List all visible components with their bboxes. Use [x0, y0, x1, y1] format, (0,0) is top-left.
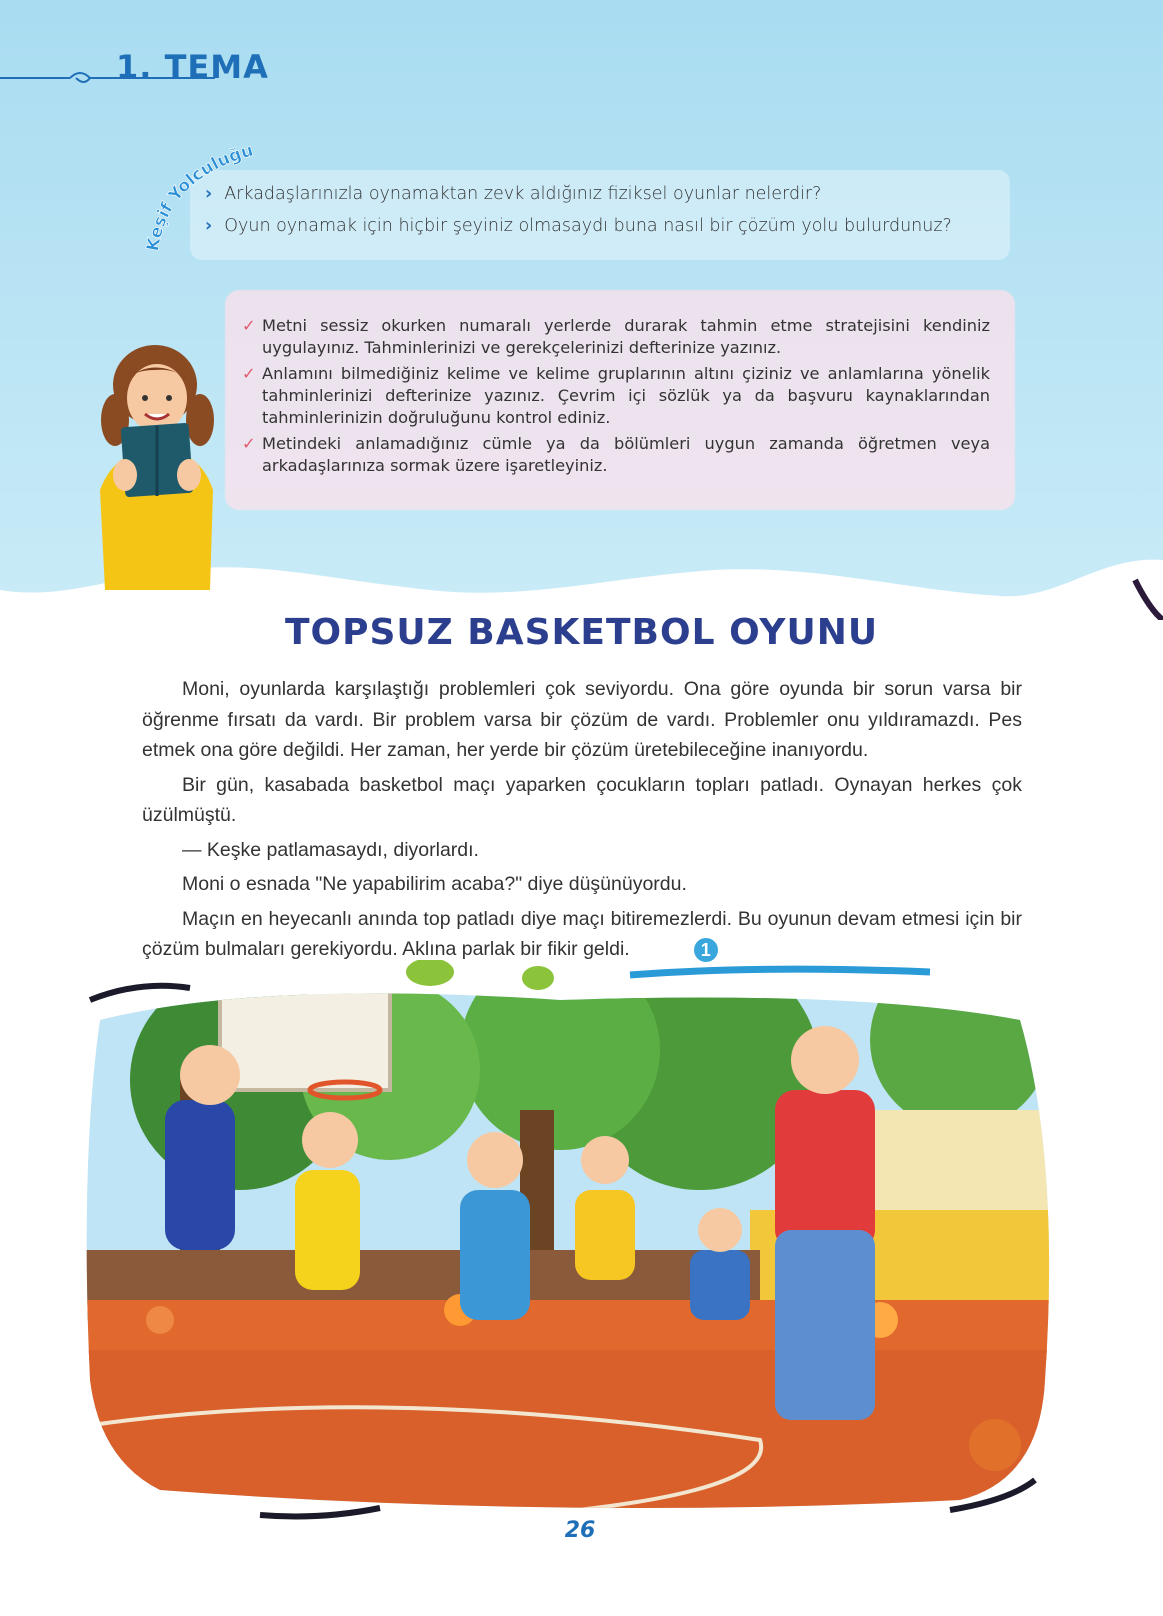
discovery-label-text: Keşif Yolculuğu — [143, 142, 256, 253]
story-paragraph: Moni, oyunlarda karşılaştığı problemleri çok seviyordu. Ona göre oyunda bir sorun varsa bir öğrenme fırsatı da vardı. Bir problem varsa bir çözüm de vardı. Problemler onu yıldıramazdı. Pes etmek ona göre değildi. Her zaman, her yerde bir çözüm üretebileceğine inanıyordu. — [142, 678, 1022, 761]
page-number: 26 — [564, 1518, 596, 1543]
chevron-icon: › — [205, 216, 213, 236]
story-paragraph: Bir gün, kasabada basketbol maçı yaparken çocukların topları patladı. Oynayan herkes çok üzülmüştü. — [142, 773, 1022, 826]
story-title: TOPSUZ BASKETBOL OYUNU — [284, 612, 879, 653]
story-paragraph: Moni o esnada "Ne yapabilirim acaba?" diye düşünüyordu. — [182, 873, 687, 895]
tip-item: ✓ Metni sessiz okurken numaralı yerlerde durarak tahmin etme stratejisini kendiniz uygulayınız. Tahminlerinizi ve gerekçelerinizi defterinize yazınız. — [242, 316, 990, 357]
chevron-icon: › — [205, 184, 213, 204]
check-icon: ✓ — [242, 434, 256, 453]
tip-item: ✓ Metindeki anlamadığınız cümle ya da bölümleri uygun zamanda öğretmen veya arkadaşlarınıza sormak üzere işaretleyiniz. — [242, 434, 990, 475]
story-text — [142, 674, 1022, 969]
discovery-question: › Arkadaşlarınızla oynamaktan zevk aldığınız fiziksel oyunlar nelerdir? — [205, 184, 822, 204]
theme-label: 1. TEMA — [116, 48, 269, 86]
story-paragraph: Maçın en heyecanlı anında top patladı diye maçı bitiremezlerdi. Bu oyunun devam etmesi için bir çözüm bulmaları gerekiyordu. Aklına parlak bir fikir geldi. 1 — [142, 907, 1022, 960]
check-icon: ✓ — [242, 316, 256, 335]
story-paragraph: — Keşke patlamasaydı, diyorlardı. — [182, 838, 479, 861]
reading-girl-illustration — [85, 340, 235, 590]
check-icon: ✓ — [242, 364, 256, 383]
tip-item: ✓ Anlamını bilmediğiniz kelime ve kelime gruplarının altını çiziniz ve anlamlarına yönelik tahminlerinizi defterinize yazınız. Çevrim içi sözlük ya da başvuru kaynaklarından tahminlerinizin doğruluğunu kontrol ediniz. — [242, 364, 990, 427]
discovery-question: › Oyun oynamak için hiçbir şeyiniz olmasaydı buna nasıl bir çözüm yolu bulurdunuz? — [205, 216, 952, 236]
reading-tips — [240, 315, 990, 481]
prediction-marker: 1 — [694, 938, 718, 962]
basketball-illustration — [60, 960, 1080, 1550]
